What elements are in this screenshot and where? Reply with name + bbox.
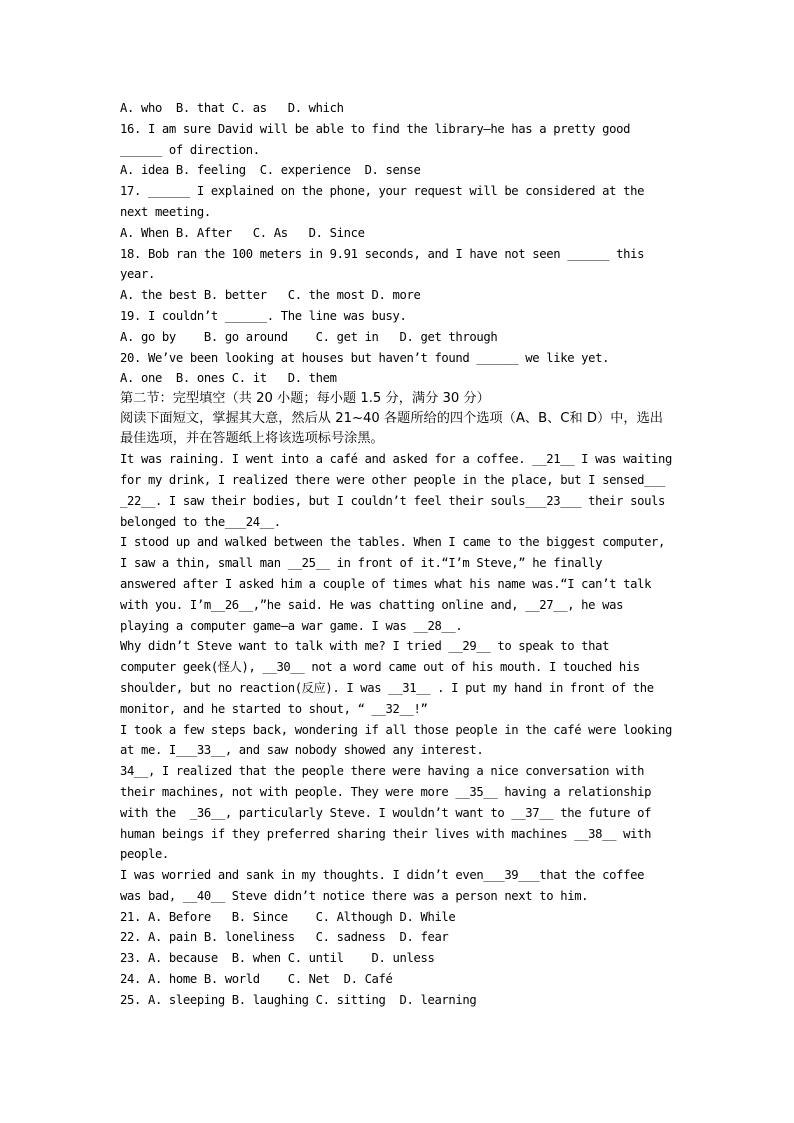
text-line: A. idea B. feeling C. experience D. sense [120,163,421,178]
text-line: 16. I am sure David will be able to find the library—he has a pretty good [120,121,631,136]
instruction-line: 阅读下面短文，掌握其大意，然后从 21~40 各题所给的四个选项（A、B、C和 D）中，选出 [120,411,663,427]
option-line: 21. A. Before B. Since C. Although D. While [120,909,456,924]
text-line: A. who B. that C. as D. which [120,101,344,115]
text-line: 19. I couldn’t ______. The line was busy. [120,308,407,323]
option-line: 23. A. because B. when C. until D. unless [120,951,435,966]
passage-line: _22__. I saw their bodies, but I couldn’t feel their souls___23___ their souls [120,493,666,508]
passage-line: 34__, I realized that the people there were having a nice conversation with [120,764,645,779]
text-line: 20. We’ve been looking at houses but haven’t found ______ we like yet. [120,350,610,365]
passage-line: I saw a thin, small man __25__ in front of it.“I’m Steve,” he finally [120,556,603,571]
passage-line: for my drink, I realized there were other people in the place, but I sensed___ [120,472,666,487]
passage-line: human beings if they preferred sharing their lives with machines __38__ with [120,826,652,841]
text-line: ______ of direction. [120,142,260,157]
passage-line: people. [120,847,169,862]
passage-line: I took a few steps back, wondering if all those people in the café were looking [120,722,673,737]
passage-line: Why didn’t Steve want to talk with me? I tried __29__ to speak to that [120,639,610,654]
passage-line: was bad, __40__ Steve didn’t notice there was a person next to him. [120,888,589,903]
passage-line: at me. I___33__, and saw nobody showed any interest. [120,743,484,758]
text-line: 17. ______ I explained on the phone, your request will be considered at the [120,184,645,199]
text-line: A. When B. After C. As D. Since [120,225,365,240]
passage-line: It was raining. I went into a café and asked for a coffee. __21__ I was waiting [120,452,673,467]
passage-line: I stood up and walked between the tables. When I came to the biggest computer, [120,535,666,550]
passage-line: answered after I asked him a couple of times what his name was.“I can’t talk [120,576,652,591]
passage-line: with you. I’m__26__,”he said. He was chatting online and, __27__, he was [120,597,624,612]
passage-line: playing a computer game—a war game. I was __28__. [120,618,463,633]
passage-line: shoulder, but no reaction(反应). I was __31__ . I put my hand in front of the [120,680,654,695]
section-heading: 第二节：完型填空（共 20 小题；每小题 1.5 分，满分 30 分） [120,391,490,407]
passage-line: I was worried and sank in my thoughts. I didn’t even___39___that the coffee [120,868,645,883]
instruction-line: 最佳选项，并在答题纸上将该选项标号涂黑。 [120,431,384,447]
text-line: A. the best B. better C. the most D. more [120,288,421,303]
text-line: year. [120,267,155,282]
text-line: A. one B. ones C. it D. them [120,371,337,386]
passage-line: with the _36__, particularly Steve. I wouldn’t want to __37__ the future of [120,805,652,820]
document-page [120,98,680,1011]
text-line: A. go by B. go around C. get in D. get through [120,329,498,344]
passage-line: monitor, and he started to shout, “ __32__!” [120,701,428,716]
passage-line: belonged to the___24__. [120,514,281,529]
passage-line: computer geek(怪人), __30__ not a word came out of his mouth. I touched his [120,660,640,675]
option-line: 24. A. home B. world C. Net D. Café [120,972,393,987]
option-line: 25. A. sleeping B. laughing C. sitting D. learning [120,992,477,1007]
text-line: next meeting. [120,204,211,219]
passage-line: their machines, not with people. They were more __35__ having a relationship [120,784,652,799]
option-line: 22. A. pain B. loneliness C. sadness D. fear [120,930,449,945]
text-line: 18. Bob ran the 100 meters in 9.91 seconds, and I have not seen ______ this [120,246,645,261]
